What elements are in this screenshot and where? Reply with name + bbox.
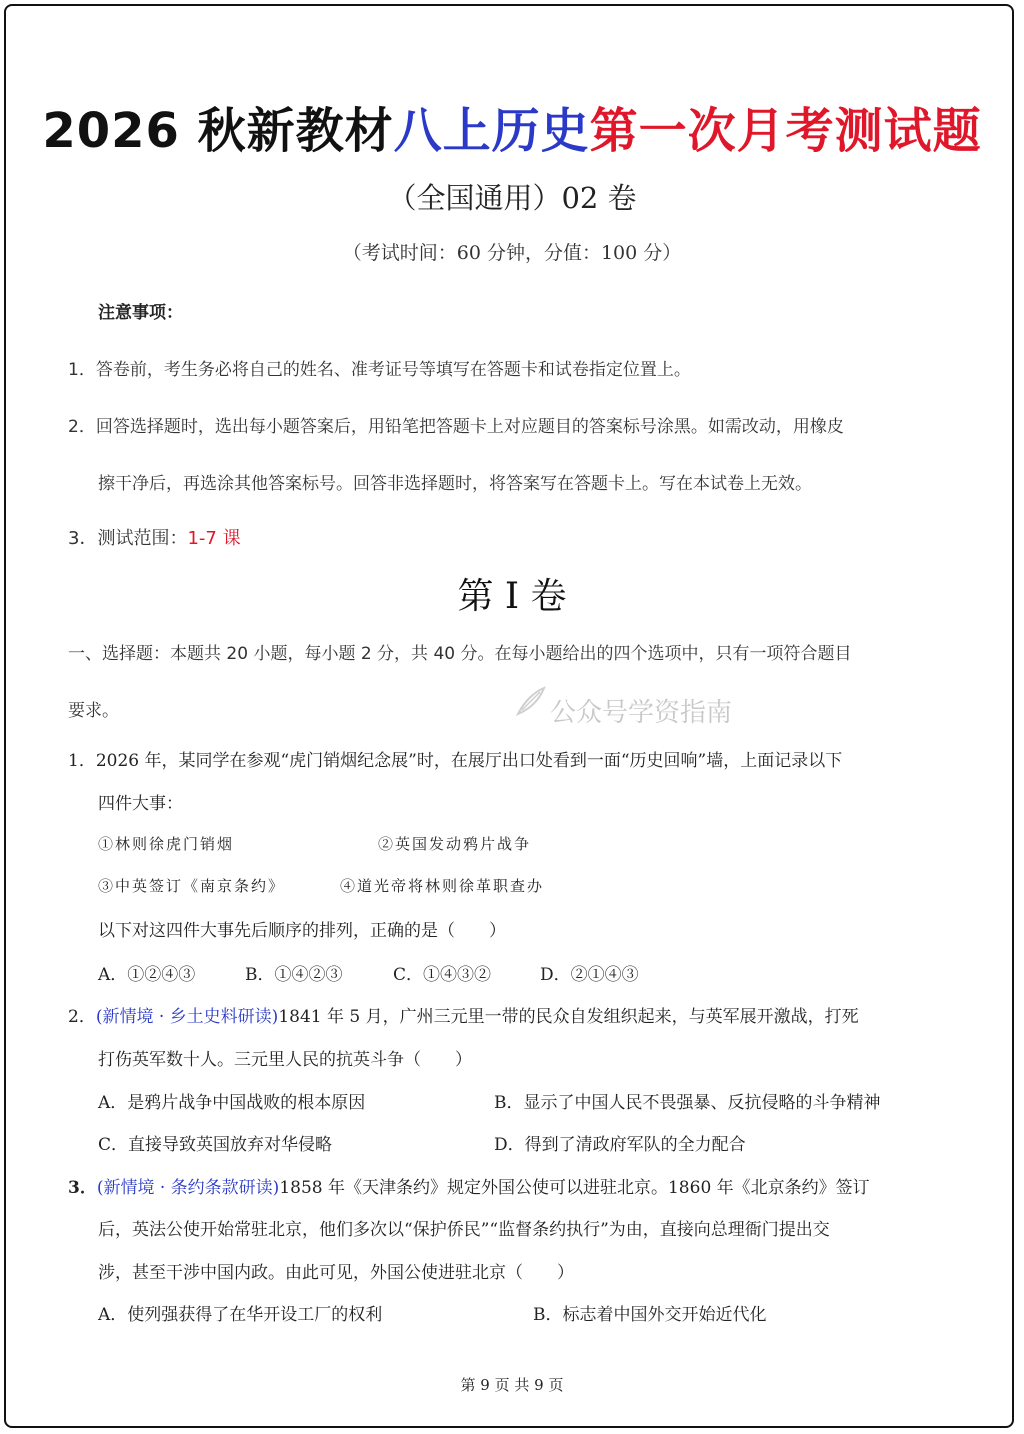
q1-option-c: C．①④③② <box>393 965 492 985</box>
notice-item-3-label: 3．测试范围： <box>68 528 188 549</box>
part-title: 第 I 卷 <box>457 576 567 617</box>
q2-tag: (新情境 · 乡土史料研读) <box>95 1007 279 1027</box>
watermark-text: 公众号学资指南 <box>550 698 733 728</box>
q2-stem-line-2: 打伤英军数十人。三元里人民的抗英斗争（ ） <box>98 1050 472 1070</box>
watermark-leaf-icon <box>514 684 548 718</box>
q2-stem-line-1 <box>68 1002 859 1027</box>
q3-number: 3． <box>68 1178 97 1198</box>
q3-text-1: 1858 年《天津条约》规定外国公使可以进驻北京。1860 年《北京条约》签订 <box>279 1178 870 1198</box>
q1-option-b: B．①④②③ <box>245 965 343 985</box>
q2-option-c: C．直接导致英国放弃对华侵略 <box>98 1135 333 1155</box>
q1-event-1: ①林则徐虎门销烟 <box>98 835 235 853</box>
q1-stem-line-1: 1．2026 年，某同学在参观“虎门销烟纪念展”时，在展厅出口处看到一面“历史回响”墙，上面记录以下 <box>68 751 843 771</box>
notice-item-2-line-2: 擦干净后，再选涂其他答案标号。回答非选择题时，将答案写在答题卡上。写在本试卷上无效。 <box>98 474 812 494</box>
notice-item-2-line-1: 2．回答选择题时，选出每小题答案后，用铅笔把答题卡上对应题目的答案标号涂黑。如需改动，用橡皮 <box>68 417 844 437</box>
test-range: 1-7 课 <box>187 528 241 549</box>
q1-event-4: ④道光帝将林则徐革职查办 <box>340 877 545 895</box>
title-part-exam: 第一次月考测试题 <box>589 103 982 159</box>
q3-tag: (新情境 · 条约条款研读) <box>96 1178 280 1198</box>
page-number: 第 9 页 共 9 页 <box>460 1376 564 1394</box>
section-intro-line-2: 要求。 <box>68 701 119 721</box>
q1-event-3: ③中英签订《南京条约》 <box>98 877 286 895</box>
q3-option-b: B．标志着中国外交开始近代化 <box>533 1305 767 1325</box>
q3-stem-line-3: 涉，甚至干涉中国内政。由此可见，外国公使进驻北京（ ） <box>98 1263 574 1283</box>
q3-stem-line-1 <box>68 1173 870 1198</box>
q1-question: 以下对这四件大事先后顺序的排列，正确的是（ ） <box>98 921 506 941</box>
title-part-subject: 八上历史 <box>393 103 590 159</box>
q1-option-a: A．①②④③ <box>98 965 196 985</box>
q3-stem-line-2: 后，英法公使开始常驻北京，他们多次以“保护侨民”“监督条约执行”为由，直接向总理衙门提出交 <box>98 1220 830 1240</box>
exam-title <box>0 92 1024 161</box>
q2-option-a: A．是鸦片战争中国战败的根本原因 <box>98 1093 366 1113</box>
notice-heading: 注意事项： <box>98 303 183 323</box>
q1-event-2: ②英国发动鸦片战争 <box>378 835 532 853</box>
q3-option-a: A．使列强获得了在华开设工厂的权利 <box>98 1305 383 1325</box>
section-intro-line-1: 一、选择题：本题共 20 小题，每小题 2 分，共 40 分。在每小题给出的四个选项中，只有一项符合题目 <box>68 644 852 664</box>
q2-number: 2． <box>68 1007 96 1027</box>
notice-item-1: 1．答卷前，考生务必将自己的姓名、准考证号等填写在答题卡和试卷指定位置上。 <box>68 360 691 380</box>
notice-item-3 <box>68 524 241 550</box>
q1-option-d: D．②①④③ <box>540 965 639 985</box>
exam-subtitle: （全国通用）02 卷 <box>387 181 637 215</box>
q2-text-1: 1841 年 5 月，广州三元里一带的民众自发组织起来，与英军展开激战，打死 <box>278 1007 859 1027</box>
q1-stem-line-2: 四件大事： <box>98 794 183 814</box>
title-part-year: 2026 秋新教材 <box>42 103 394 159</box>
exam-info: （考试时间：60 分钟，分值：100 分） <box>342 242 682 264</box>
q2-option-b: B．显示了中国人民不畏强暴、反抗侵略的斗争精神 <box>494 1093 881 1113</box>
q2-option-d: D．得到了清政府军队的全力配合 <box>494 1135 746 1155</box>
